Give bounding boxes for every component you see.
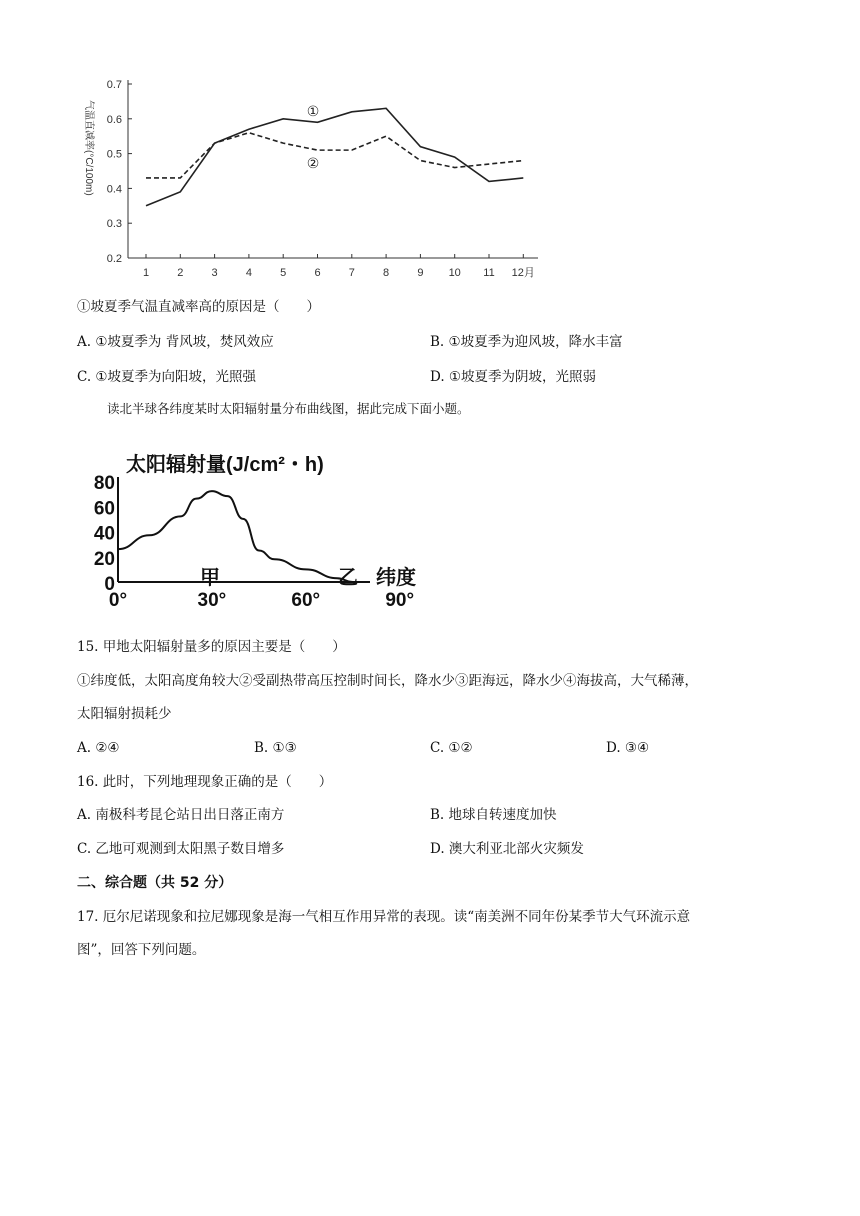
lapse-rate-chart bbox=[0, 70, 860, 360]
chart2-axes bbox=[94, 452, 416, 611]
x-tick-label: 10 bbox=[448, 267, 461, 279]
x-tick-label: 4 bbox=[245, 267, 252, 279]
q15-options-line2: 太阳辐射损耗少 bbox=[77, 706, 172, 722]
y-tick-label: 60 bbox=[93, 498, 115, 520]
x-tick-label: 6 bbox=[314, 267, 321, 279]
chart1-marks bbox=[146, 103, 523, 206]
x-tick-label: 3 bbox=[211, 267, 218, 279]
y-tick-label: 80 bbox=[93, 473, 115, 494]
x-tick-label: 12月 bbox=[511, 267, 535, 279]
y-tick-label: 0.2 bbox=[106, 253, 122, 265]
q17-line2: 图”，回答下列问题。 bbox=[77, 942, 206, 958]
q15-option-d[interactable]: D. ③④ bbox=[606, 740, 650, 756]
x-tick-label: 60° bbox=[291, 590, 321, 611]
q14-option-b[interactable]: B. ①坡夏季为迎风坡，降水丰富 bbox=[430, 334, 623, 350]
chart2-title: 太阳辐射量(J/cm²・h) bbox=[126, 454, 324, 476]
series-label-1: ① bbox=[306, 103, 320, 119]
q14-option-d[interactable]: D. ①坡夏季为阴坡，光照弱 bbox=[430, 369, 597, 385]
q14-stem: ①坡夏季气温直减率高的原因是（ ） bbox=[77, 299, 320, 315]
y-tick-label: 0.3 bbox=[106, 218, 122, 231]
x-tick-label: 90° bbox=[385, 590, 415, 611]
q16-stem: 16. 此时，下列地理现象正确的是（ ） bbox=[77, 774, 333, 790]
q16-option-c[interactable]: C. 乙地可观测到太阳黑子数目增多 bbox=[77, 841, 285, 857]
x-tick-label: 11 bbox=[483, 267, 495, 279]
series-label-2: ② bbox=[306, 155, 320, 171]
q15-options-line1: ①纬度低，太阳高度角较大②受副热带高压控制时间长，降水少③距海远，降水少④海拔高，大气稀薄， bbox=[77, 673, 698, 689]
y-tick-label: 0.6 bbox=[106, 113, 122, 126]
q14-option-c[interactable]: C. ①坡夏季为向阳坡，光照强 bbox=[77, 369, 257, 385]
y-tick-label: 40 bbox=[93, 523, 115, 545]
chart2-marks bbox=[118, 491, 353, 582]
q16-option-b[interactable]: B. 地球自转速度加快 bbox=[430, 807, 557, 823]
section-heading: 二、综合题（共 52 分） bbox=[77, 875, 233, 891]
q15-option-b[interactable]: B. ①③ bbox=[254, 740, 297, 756]
radiation-curve bbox=[118, 491, 353, 582]
q16-option-a[interactable]: A. 南极科考昆仑站日出日落正南方 bbox=[77, 807, 285, 823]
y-tick-label: 0 bbox=[104, 574, 115, 595]
y-tick-label: 0.7 bbox=[106, 79, 122, 91]
x-tick-label: 9 bbox=[417, 267, 424, 279]
y-tick-label: 20 bbox=[93, 548, 115, 570]
y-axis-label: 气温直减率(°C/100m) bbox=[83, 100, 94, 196]
x-tick-label: 0° bbox=[108, 590, 128, 611]
annotation-yi: 乙 bbox=[338, 567, 358, 589]
q14-option-a[interactable]: A. ①坡夏季为 背风坡，焚风效应 bbox=[77, 334, 274, 350]
y-tick-label: 0.5 bbox=[106, 148, 122, 161]
x-tick-label: 1 bbox=[142, 267, 150, 279]
y-tick-label: 0.4 bbox=[106, 183, 122, 196]
x-axis-label: 纬度 bbox=[376, 567, 416, 589]
q15-option-a[interactable]: A. ②④ bbox=[77, 740, 120, 756]
x-tick-label: 2 bbox=[177, 267, 184, 279]
q16-option-d[interactable]: D. 澳大利亚北部火灾频发 bbox=[430, 841, 584, 857]
series-line-1 bbox=[146, 108, 523, 205]
series-line-2 bbox=[146, 133, 523, 178]
q15-stem: 15. 甲地太阳辐射量多的原因主要是（ ） bbox=[77, 639, 346, 655]
x-tick-label: 7 bbox=[348, 267, 355, 279]
x-tick-label: 8 bbox=[383, 267, 390, 279]
x-tick-label: 30° bbox=[197, 590, 227, 611]
q17-line1: 17. 厄尔尼诺现象和拉尼娜现象是海一气相互作用异常的表现。读“南美洲不同年份某季节大气环流示意 bbox=[77, 909, 691, 925]
intro-text: 读北半球各纬度某时太阳辐射量分布曲线图，据此完成下面小题。 bbox=[107, 401, 470, 416]
q15-option-c[interactable]: C. ①② bbox=[430, 740, 473, 756]
solar-radiation-chart bbox=[0, 445, 860, 635]
x-tick-label: 5 bbox=[280, 267, 287, 279]
annotation-jia: 甲 bbox=[200, 567, 220, 589]
